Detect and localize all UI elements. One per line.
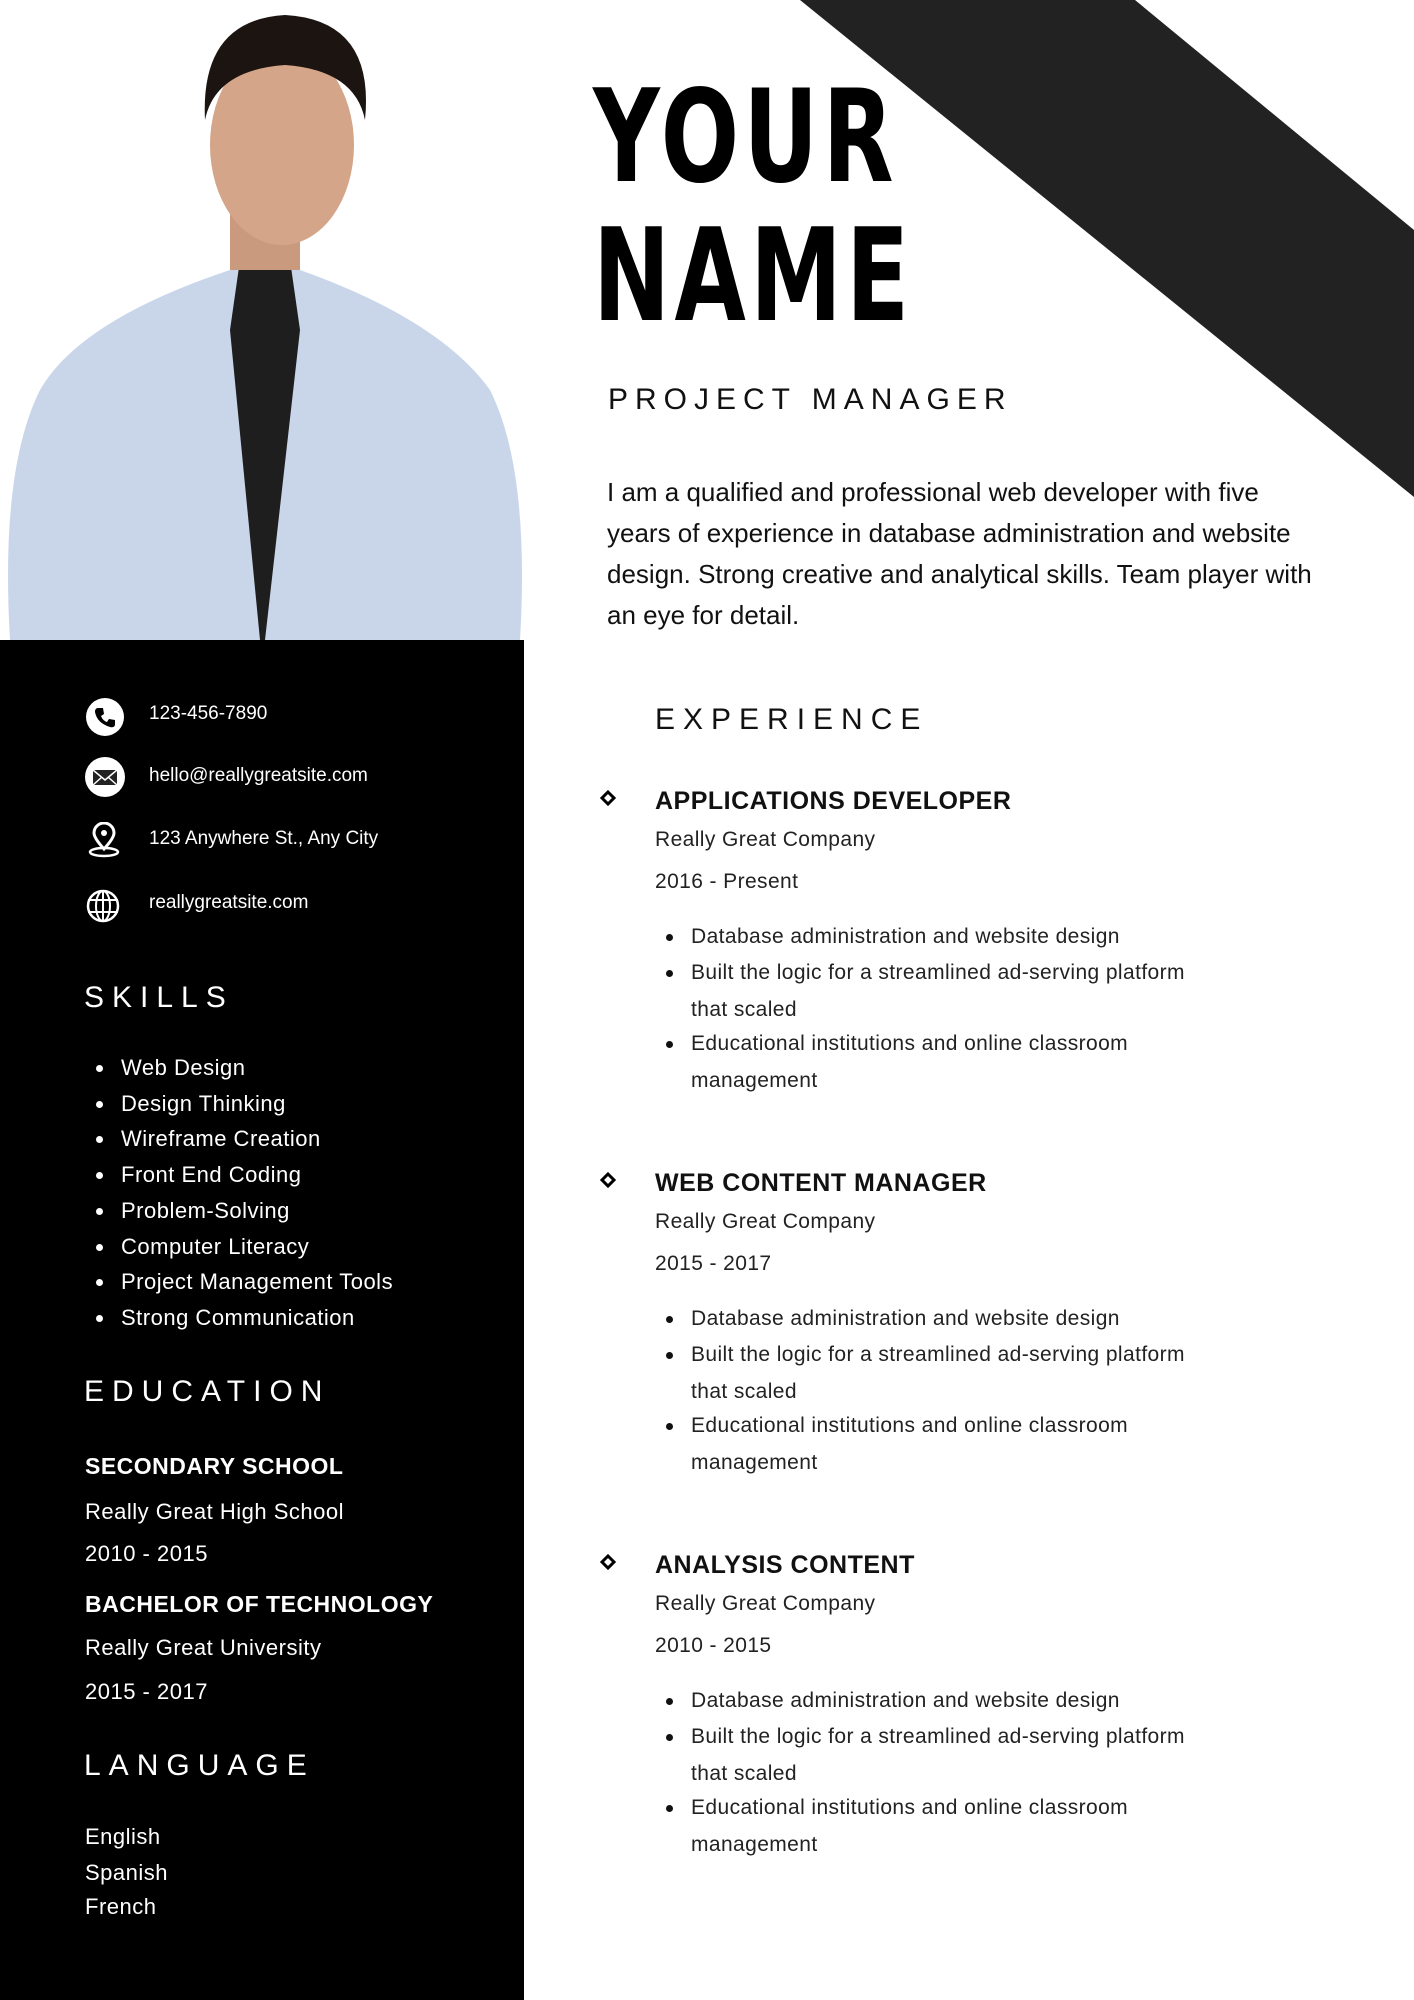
skill-item: Wireframe Creation	[121, 1126, 321, 1152]
experience-years: 2015 - 2017	[655, 1252, 772, 1275]
skill-item: Design Thinking	[121, 1090, 286, 1116]
language-item: Spanish	[85, 1860, 169, 1885]
bullet-icon	[666, 1734, 673, 1741]
education-heading: EDUCATION	[84, 1375, 331, 1408]
experience-bullet: Database administration and website design	[691, 925, 1120, 948]
experience-bullet: management	[691, 1451, 818, 1474]
skill-item: Web Design	[121, 1055, 246, 1080]
experience-bullet: that scaled	[691, 1762, 797, 1785]
experience-bullet: Built the logic for a streamlined ad-serving platform	[691, 1343, 1185, 1366]
contact-phone: 123-456-7890	[149, 703, 268, 724]
experience-bullet: Database administration and website design	[691, 1689, 1120, 1712]
experience-years: 2016 - Present	[655, 870, 799, 893]
bullet-icon	[96, 1315, 103, 1322]
education-degree: BACHELOR OF TECHNOLOGY	[85, 1591, 434, 1617]
job-title: PROJECT MANAGER	[608, 383, 1013, 416]
phone-icon	[85, 697, 125, 737]
experience-title: ANALYSIS CONTENT	[655, 1551, 915, 1579]
experience-bullet: Built the logic for a streamlined ad-serving platform	[691, 961, 1185, 984]
diamond-icon	[600, 1172, 616, 1188]
education-degree: SECONDARY SCHOOL	[85, 1453, 344, 1479]
experience-bullet: Educational institutions and online classroom	[691, 1796, 1129, 1819]
bullet-icon	[666, 1423, 673, 1430]
experience-company: Really Great Company	[655, 828, 876, 851]
experience-bullet: that scaled	[691, 1380, 797, 1403]
bullet-icon	[96, 1065, 103, 1072]
bullet-icon	[96, 1101, 103, 1108]
email-icon	[84, 756, 126, 798]
experience-bullet: Educational institutions and online classroom	[691, 1032, 1129, 1055]
skills-heading: SKILLS	[84, 981, 234, 1014]
bullet-icon	[666, 970, 673, 977]
skill-item: Project Management Tools	[121, 1269, 394, 1295]
experience-bullet: Built the logic for a streamlined ad-serving platform	[691, 1725, 1185, 1748]
location-icon	[86, 822, 122, 858]
experience-company: Really Great Company	[655, 1210, 876, 1233]
experience-bullet: Database administration and website design	[691, 1307, 1120, 1330]
globe-icon	[86, 889, 120, 923]
bullet-icon	[666, 1316, 673, 1323]
bullet-icon	[666, 1352, 673, 1359]
bullet-icon	[96, 1244, 103, 1251]
education-school: Really Great High School	[85, 1499, 345, 1524]
experience-years: 2010 - 2015	[655, 1634, 772, 1657]
education-years: 2015 - 2017	[85, 1679, 208, 1704]
language-item: English	[85, 1824, 161, 1849]
experience-bullet: that scaled	[691, 998, 797, 1021]
name-line-1: YOUR	[593, 63, 898, 212]
experience-company: Really Great Company	[655, 1592, 876, 1615]
bullet-icon	[666, 1041, 673, 1048]
experience-bullet: management	[691, 1069, 818, 1092]
diamond-icon	[600, 790, 616, 806]
bullet-icon	[666, 1698, 673, 1705]
experience-bullet: Educational institutions and online classroom	[691, 1414, 1129, 1437]
education-years: 2010 - 2015	[85, 1541, 208, 1566]
skill-item: Front End Coding	[121, 1162, 302, 1188]
experience-title: APPLICATIONS DEVELOPER	[655, 787, 1012, 815]
summary: I am a qualified and professional web developer with five years of experience in database administration and website design. Strong creative and analytical skills. Team player with an eye for detail.	[607, 477, 1312, 630]
language-item: French	[85, 1894, 157, 1919]
skill-item: Strong Communication	[121, 1304, 355, 1330]
education-school: Really Great University	[85, 1635, 322, 1660]
skill-item: Problem-Solving	[121, 1197, 290, 1223]
contact-email: hello@reallygreatsite.com	[149, 765, 368, 786]
skill-item: Computer Literacy	[121, 1233, 310, 1259]
name-line-2: NAME	[593, 202, 914, 351]
experience-title: WEB CONTENT MANAGER	[655, 1169, 987, 1197]
contact-website: reallygreatsite.com	[149, 892, 309, 913]
experience-bullet: management	[691, 1833, 818, 1856]
diamond-icon	[600, 1554, 616, 1570]
profile-photo	[0, 0, 527, 645]
bullet-icon	[666, 1805, 673, 1812]
bullet-icon	[666, 934, 673, 941]
bullet-icon	[96, 1208, 103, 1215]
experience-heading: EXPERIENCE	[655, 703, 929, 736]
contact-address: 123 Anywhere St., Any City	[149, 828, 379, 849]
language-heading: LANGUAGE	[84, 1749, 315, 1782]
